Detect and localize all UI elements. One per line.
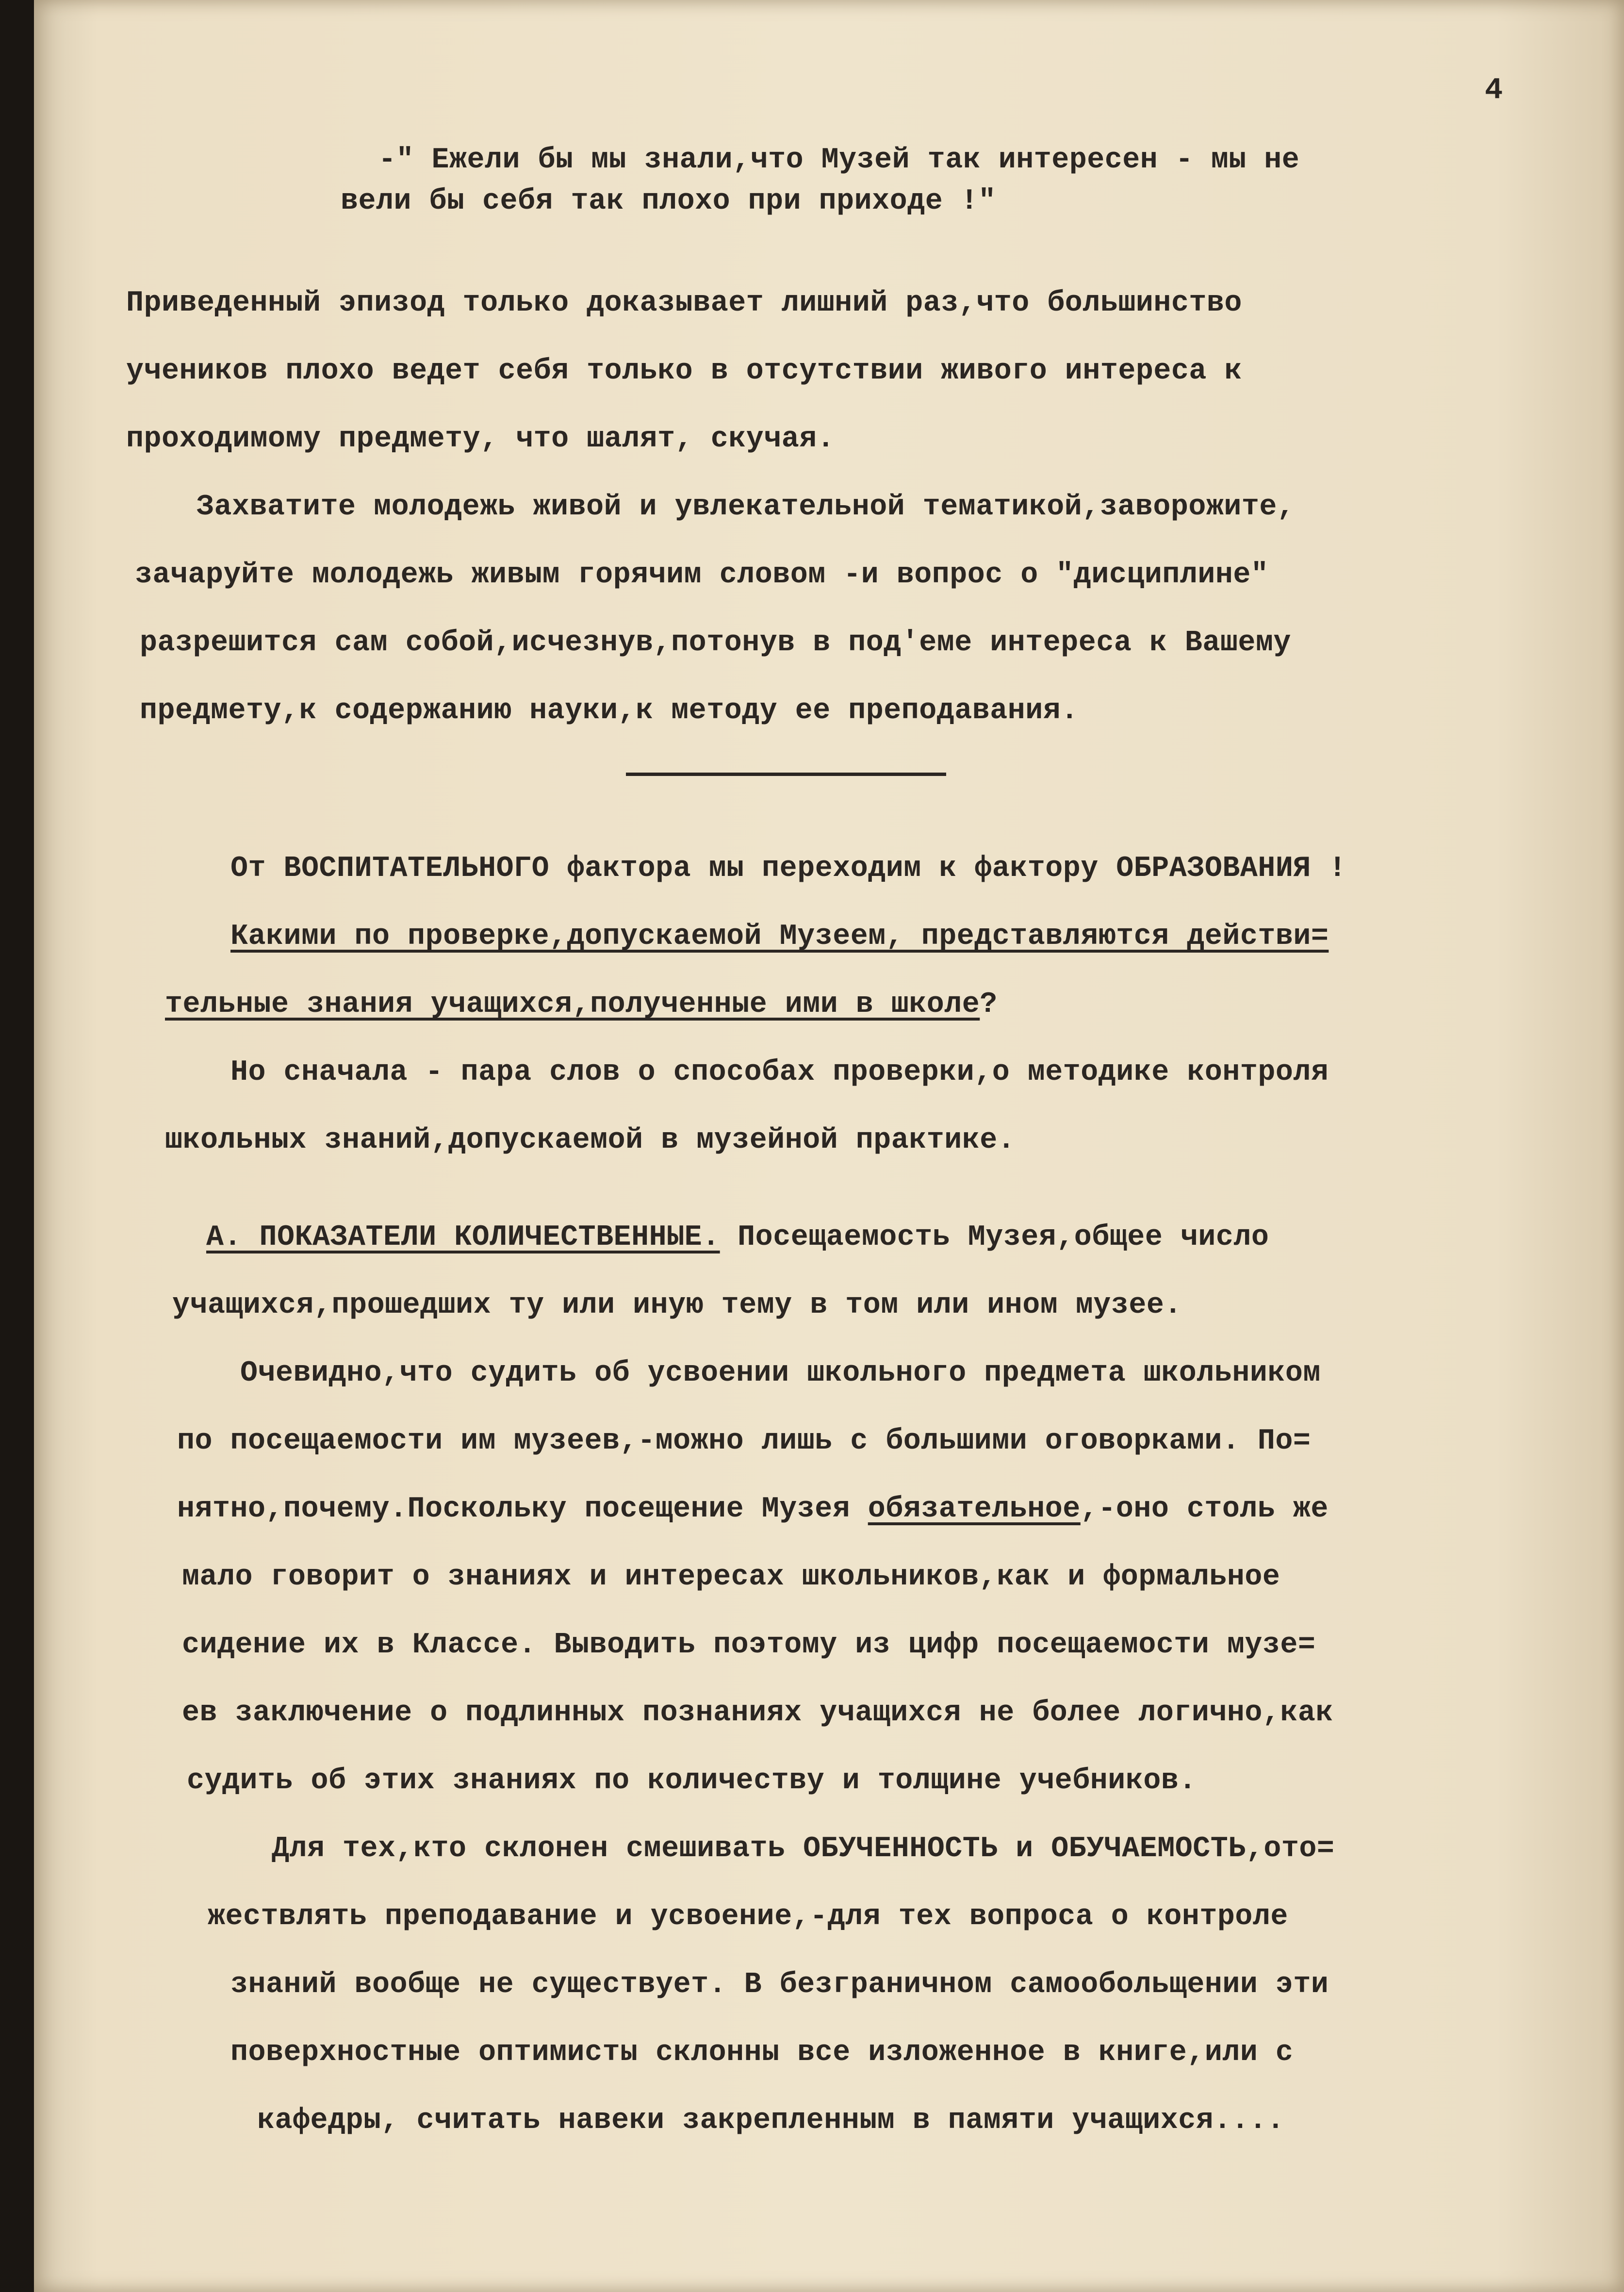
paragraph-line: учащихся,прошедших ту или иную тему в том или ином музее. — [172, 1289, 1182, 1322]
text-segment: ,-оно столь же — [1080, 1493, 1329, 1526]
page-number: 4 — [1485, 73, 1503, 107]
paragraph-line: От ВОСПИТАТЕЛЬНОГО фактора мы переходим к фактору ОБРАЗОВАНИЯ ! — [230, 852, 1346, 885]
paragraph-line: ев заключение о подлинных познаниях учащихся не более логично,как — [182, 1697, 1333, 1730]
paragraph-line: жествлять преподавание и усвоение,-для тех вопроса о контроле — [208, 1900, 1288, 1933]
paragraph-line: зачаруйте молодежь живым горячим словом -и вопрос о "дисциплине" — [135, 559, 1269, 592]
heading-continuation: Посещаемость Музея,общее число — [720, 1221, 1269, 1254]
section-heading: А. ПОКАЗАТЕЛИ КОЛИЧЕСТВЕННЫЕ. — [206, 1221, 720, 1254]
paragraph-line: Но сначала - пара слов о способах проверки,о методике контроля — [230, 1056, 1329, 1089]
underlined-word: обязательное — [868, 1493, 1081, 1526]
paragraph-line: по посещаемости им музеев,-можно лишь с большими оговорками. По= — [177, 1425, 1311, 1458]
paragraph-line: сидение их в Классе. Выводить поэтому из цифр посещаемости музе= — [182, 1629, 1316, 1662]
paragraph-line: поверхностные оптимисты склонны все изложенное в книге,или с — [230, 2036, 1294, 2069]
document-page — [34, 0, 1624, 2292]
text-segment: нятно,почему.Поскольку посещение Музея — [177, 1493, 868, 1526]
paragraph-line: Для тех,кто склонен смешивать ОБУЧЕННОСТЬ и ОБУЧАЕМОСТЬ,ото= — [272, 1832, 1335, 1865]
paragraph-line: Приведенный эпизод только доказывает лишний раз,что большинство — [126, 287, 1242, 320]
paragraph-line: учеников плохо ведет себя только в отсутствии живого интереса к — [126, 355, 1242, 388]
paragraph-line: знаний вообще не существует. В безграничном самообольщении эти — [230, 1968, 1329, 2001]
paragraph-line — [177, 1495, 1329, 1524]
quote-line-2: вели бы себя так плохо при приходе !" — [341, 185, 996, 218]
section-heading-line — [206, 1223, 1269, 1252]
paragraph-line: проходимому предмету, что шалят, скучая. — [126, 423, 835, 456]
paragraph-line: предмету,к содержанию науки,к методу ее преподавания. — [140, 694, 1079, 727]
paragraph-line: кафедры, считать навеки закрепленным в памяти учащихся.... — [257, 2104, 1285, 2137]
section-divider — [626, 773, 946, 776]
underlined-question-line — [165, 990, 998, 1019]
paragraph-line: мало говорит о знаниях и интересах школьников,как и формальное — [182, 1561, 1280, 1594]
paragraph-line: судить об этих знаниях по количеству и толщине учебников. — [187, 1764, 1197, 1797]
question-mark: ? — [980, 988, 998, 1021]
paragraph-line: школьных знаний,допускаемой в музейной практике. — [165, 1124, 1016, 1157]
paragraph-line: Захватите молодежь живой и увлекательной тематикой,заворожите, — [197, 491, 1295, 524]
underlined-text: тельные знания учащихся,полученные ими в школе — [165, 988, 980, 1021]
paragraph-line: Очевидно,что судить об усвоении школьного предмета школьником — [240, 1357, 1321, 1390]
underlined-question-line: Какими по проверке,допускаемой Музеем, представляются действи= — [230, 920, 1329, 953]
paragraph-line: разрешится сам собой,исчезнув,потонув в под'еме интереса к Вашему — [140, 627, 1291, 660]
quote-line-1: -" Ежели бы мы знали,что Музей так интересен - мы не — [378, 144, 1300, 177]
